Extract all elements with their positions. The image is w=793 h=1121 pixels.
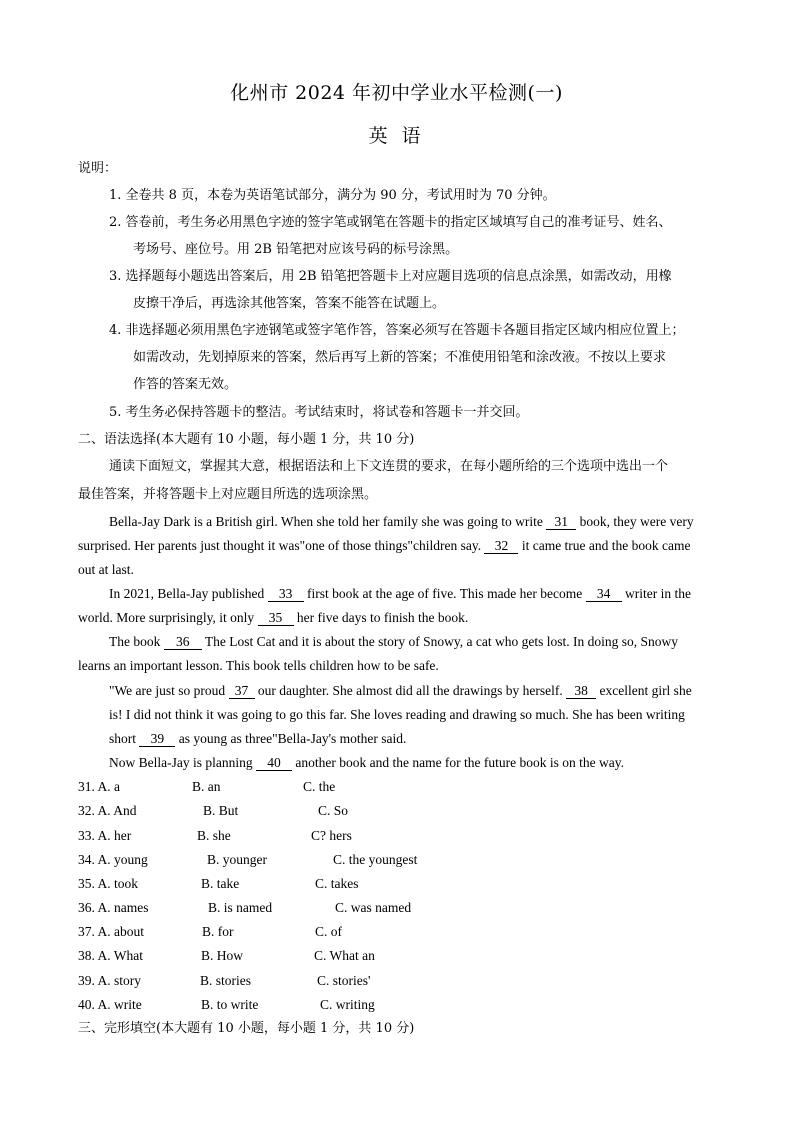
- section-2-intro-line-2: 最佳答案，并将答题卡上对应题目所选的选项涂黑。: [78, 487, 378, 502]
- question-33-option-c: C? hers: [311, 828, 352, 843]
- question-39-option-a: 39. A. story: [78, 973, 142, 988]
- text-run: our daughter. She almost did all the drawings by herself.: [254, 683, 567, 698]
- question-38-option-c: C. What an: [314, 948, 375, 963]
- instruction-item-4-line-1: 4. 非选择题必须用黑色字迹钢笔或签字笔作答，答案必须写在答题卡各题目指定区域内相应位置上；: [109, 323, 685, 338]
- question-35-option-a: 35. A. took: [78, 876, 139, 891]
- question-40-option-a: 40. A. write: [78, 997, 142, 1012]
- text-run: In 2021, Bella-Jay published: [109, 586, 268, 601]
- instruction-item-5: 5. 考生务必保持答题卡的整洁。考试结束时，将试卷和答题卡一并交回。: [109, 405, 529, 420]
- question-34-option-a: 34. A. young: [78, 852, 148, 867]
- instruction-item-4-line-2: 如需改动，先划掉原来的答案，然后再写上新的答案；不准使用铅笔和涂改液。不按以上要求: [133, 350, 667, 365]
- text-run: it came true and the book came: [518, 538, 691, 553]
- instruction-item-4-line-3: 作答的答案无效。: [133, 377, 238, 392]
- blank-31: 31: [546, 515, 576, 530]
- text-run: writer in the: [621, 586, 691, 601]
- section-2-heading: 二、语法选择(本大题有 10 小题，每小题 1 分，共 10 分): [78, 432, 415, 447]
- question-40-option-c: C. writing: [320, 997, 375, 1012]
- section-3-heading: 三、完形填空(本大题有 10 小题，每小题 1 分，共 10 分): [78, 1021, 415, 1036]
- question-38-option-b: B. How: [201, 948, 244, 963]
- question-39-option-b: B. stories: [200, 973, 252, 988]
- text-run: The Lost Cat and it is about the story of Snowy, a cat who gets lost. In doing so, Snowy: [201, 634, 678, 649]
- question-31-option-c: C. the: [303, 779, 336, 794]
- instruction-item-1: 1. 全卷共 8 页，本卷为英语笔试部分，满分为 90 分，考试用时为 70 分钟。: [109, 188, 556, 203]
- blank-36: 36: [164, 635, 202, 650]
- text-run: short: [109, 731, 140, 746]
- question-37-option-c: C. of: [315, 924, 342, 939]
- section-2-intro-line-1: 通读下面短文，掌握其大意，根据语法和上下文连贯的要求，在每小题所给的三个选项中选出一个: [109, 459, 669, 474]
- text-run: Now Bella-Jay is planning: [109, 755, 256, 770]
- question-36-option-c: C. was named: [335, 900, 412, 915]
- passage-p4-line-3: [109, 731, 406, 747]
- text-run: excellent girl she: [596, 683, 692, 698]
- passage-p1-line-3: out at last.: [78, 562, 134, 577]
- question-31-option-a: 31. A. a: [78, 779, 120, 794]
- text-run: The book: [109, 634, 164, 649]
- passage-p4-line-1: [109, 683, 692, 699]
- text-run: another book and the name for the future book is on the way.: [291, 755, 625, 770]
- question-38-option-a: 38. A. What: [78, 948, 143, 963]
- question-32-option-b: B. But: [203, 803, 239, 818]
- text-run: book, they were very: [576, 514, 694, 529]
- passage-p2-line-1: [109, 586, 691, 602]
- blank-40: 40: [256, 756, 292, 771]
- question-36-option-a: 36. A. names: [78, 900, 149, 915]
- question-32-option-c: C. So: [318, 803, 349, 818]
- question-33-option-b: B. she: [197, 828, 231, 843]
- question-32-option-a: 32. A. And: [78, 803, 137, 818]
- passage-p4-line-2: is! I did not think it was going to go this far. She loves reading and drawing so much. She has been writing: [109, 707, 685, 722]
- question-37-option-b: B. for: [202, 924, 234, 939]
- passage-p5-line-1: [109, 755, 624, 771]
- blank-39: 39: [139, 732, 175, 747]
- question-31-option-b: B. an: [192, 779, 221, 794]
- blank-34: 34: [586, 587, 622, 602]
- text-run: surprised. Her parents just thought it was"one of those things"children say.: [78, 538, 485, 553]
- question-34-option-c: C. the youngest: [333, 852, 418, 867]
- passage-p1-line-2: [78, 538, 691, 554]
- subject-title: 英 语: [368, 125, 425, 147]
- question-34-option-b: B. younger: [207, 852, 267, 867]
- text-run: her five days to finish the book.: [293, 610, 469, 625]
- exam-title: 化州市 2024 年初中学业水平检测(一): [230, 82, 563, 104]
- blank-32: 32: [484, 539, 518, 554]
- question-35-option-c: C. takes: [315, 876, 359, 891]
- text-run: "We are just so proud: [109, 683, 229, 698]
- question-33-option-a: 33. A. her: [78, 828, 132, 843]
- instruction-item-2-line-1: 2. 答卷前，考生务必用黑色字迹的签字笔或钢笔在答题卡的指定区域填写自己的准考证号、姓名、: [109, 215, 672, 230]
- question-36-option-b: B. is named: [208, 900, 273, 915]
- instruction-item-2-line-2: 考场号、座位号。用 2B 铅笔把对应该号码的标号涂黑。: [133, 242, 459, 257]
- passage-p3-line-1: [109, 634, 678, 650]
- passage-p1-line-1: [109, 514, 694, 530]
- blank-37: 37: [229, 684, 255, 699]
- text-run: world. More surprisingly, it only: [78, 610, 258, 625]
- passage-p2-line-2: [78, 610, 468, 626]
- instruction-item-3-line-1: 3. 选择题每小题选出答案后，用 2B 铅笔把答题卡上对应题目选项的信息点涂黑，如需改动，用橡: [109, 269, 672, 284]
- text-run: first book at the age of five. This made her become: [303, 586, 586, 601]
- text-run: as young as three"Bella-Jay's mother said.: [175, 731, 407, 746]
- blank-33: 33: [268, 587, 304, 602]
- question-35-option-b: B. take: [201, 876, 240, 891]
- question-39-option-c: C. stories': [317, 973, 371, 988]
- passage-p3-line-2: learns an important lesson. This book tells children how to be safe.: [78, 658, 439, 673]
- instruction-item-3-line-2: 皮擦干净后，再选涂其他答案，答案不能答在试题上。: [133, 296, 446, 311]
- blank-38: 38: [566, 684, 596, 699]
- question-37-option-a: 37. A. about: [78, 924, 144, 939]
- text-run: Bella-Jay Dark is a British girl. When she told her family she was going to write: [109, 514, 547, 529]
- blank-35: 35: [258, 611, 294, 626]
- instructions-label: 说明：: [78, 161, 118, 176]
- question-40-option-b: B. to write: [201, 997, 259, 1012]
